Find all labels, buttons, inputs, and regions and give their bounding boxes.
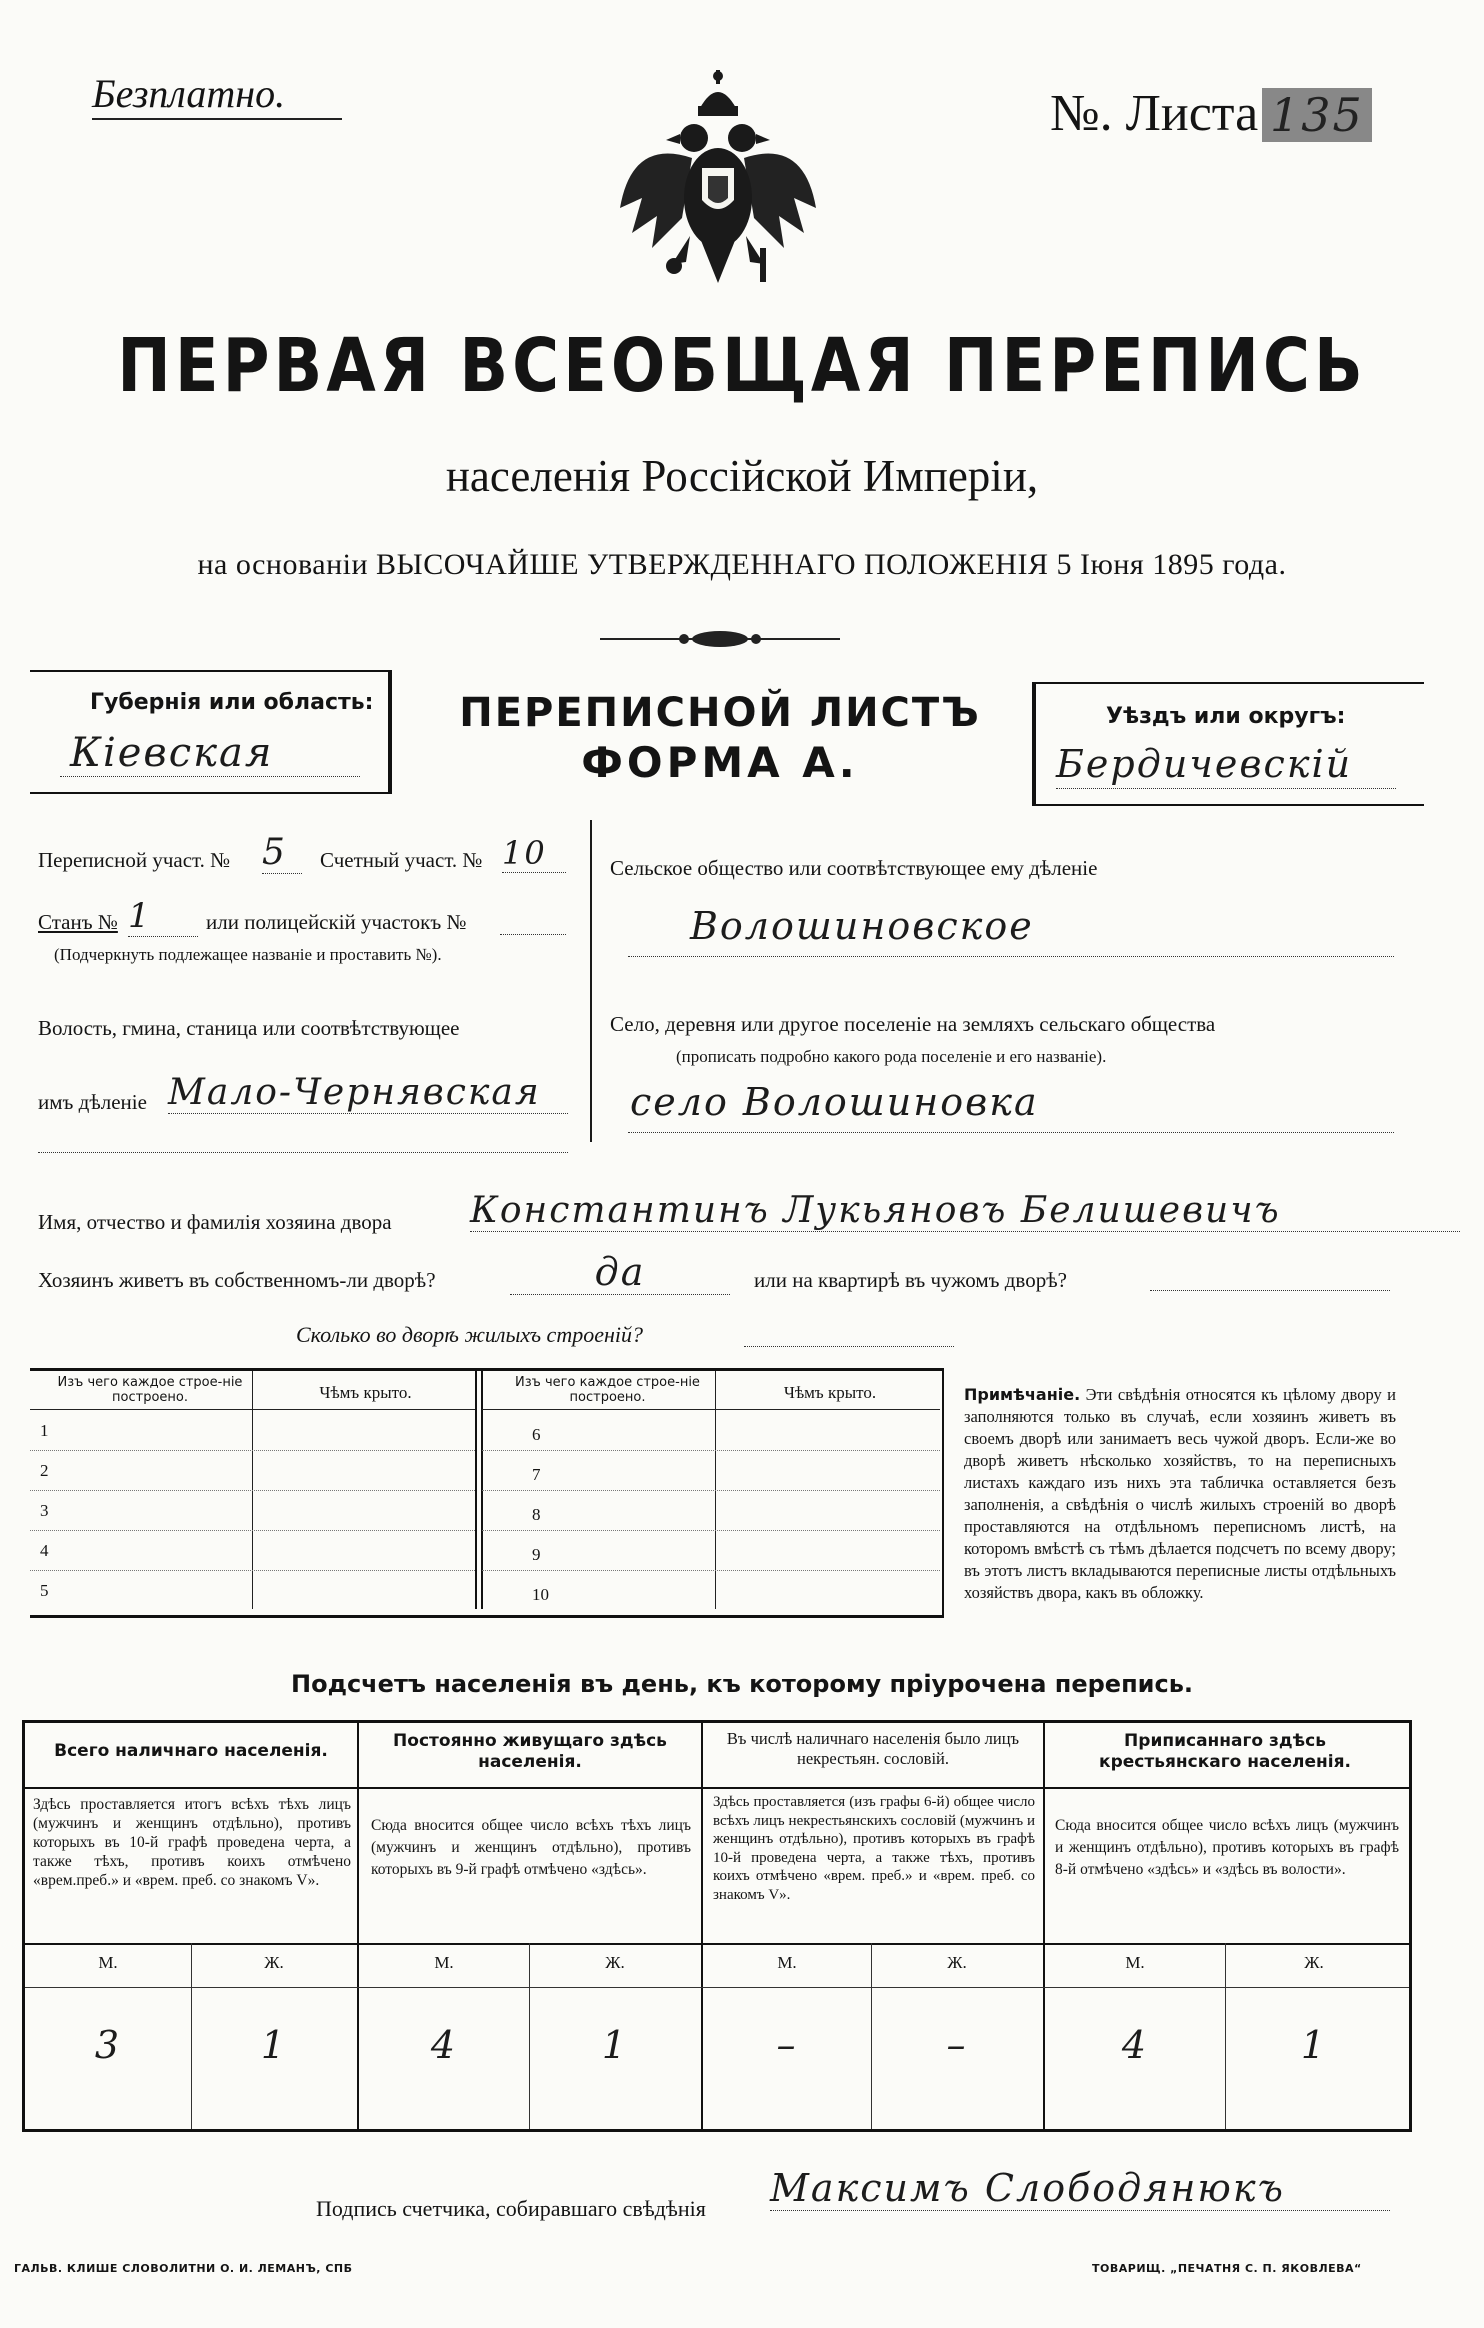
pop-col-head: Постоянно живущаго здѣсь населенія.	[393, 1731, 667, 1772]
society-label: Сельское общество или соотвѣтствующее ему дѣленіе	[610, 856, 1098, 880]
buildings-row: 1	[30, 1411, 475, 1451]
pop-m-label: М.	[777, 1953, 797, 1972]
village-note: (прописать подробно какого рода поселеніе и его названіе).	[676, 1047, 1107, 1066]
buildings-col-roof-2: Чѣмъ крыто.	[783, 1383, 877, 1402]
pop-col-desc: Здѣсь проставляется (изъ графы 6-й) общее число всѣхъ лицъ некрестьянскихъ сословій (мужчинъ и женщинъ отдѣльно), противъ которыхъ въ графѣ 10-й проведена черта, а также тѣхъ, противъ коихъ отмѣчено «врем. преб.» и «врем. преб. со знакомъ V».	[713, 1794, 1035, 1903]
free-label: Безплатно.	[92, 71, 286, 116]
buildings-row: 5	[40, 1581, 49, 1600]
form-title: ПЕРЕПИСНОЙ ЛИСТЪ	[459, 690, 981, 736]
signature-label: Подпись счетчика, собиравшаго свѣдѣнія	[316, 2196, 706, 2221]
pop-f-label: Ж.	[1304, 1953, 1324, 1972]
footer-printer-left: ГАЛЬВ. КЛИШЕ СЛОВОЛИТНИ О. И. ЛЕМАНЪ, СПБ	[14, 2262, 353, 2275]
stan-value[interactable]: 1	[128, 896, 198, 937]
pop-resident-m[interactable]: 4	[430, 2023, 458, 2067]
buildings-row: 8	[482, 1491, 940, 1531]
pop-m-label: М.	[98, 1953, 118, 1972]
footer-printer-right: ТОВАРИЩ. „ПЕЧАТНЯ С. П. ЯКОВЛЕВА“	[1092, 2262, 1362, 2275]
buildings-col-roof: Чѣмъ крыто.	[319, 1383, 412, 1402]
census-area-label: Переписной участ. №	[38, 848, 231, 872]
rent-field[interactable]	[1150, 1290, 1390, 1291]
pop-total-m[interactable]: 3	[94, 2023, 122, 2067]
pop-col-desc: Сюда вносится общее число всѣхъ тѣхъ лицъ (мужчинъ и женщинъ отдѣльно), противъ которыхъ въ 9-й графѣ отмѣчено «здѣсь».	[371, 1817, 691, 1878]
buildings-col-built: Изъ чего каждое строе-ніе построено.	[57, 1375, 243, 1405]
note-block	[964, 1384, 1396, 1604]
village-label: Село, деревня или другое поселеніе на земляхъ сельскаго общества	[610, 1012, 1216, 1036]
rent-label: или на квартирѣ въ чужомъ дворѣ?	[754, 1268, 1067, 1292]
owner-name[interactable]: Константинъ Лукьяновъ Белишевичъ	[470, 1190, 1460, 1232]
pop-m-label: М.	[1125, 1953, 1145, 1972]
pop-col-head: Приписаннаго здѣсь крестьянскаго населенія.	[1099, 1731, 1351, 1772]
police-label: или полицейскій участокъ №	[206, 910, 467, 934]
province-label: Губернія или область:	[90, 690, 374, 715]
count-area-value[interactable]: 10	[502, 834, 566, 873]
buildings-row: 9	[482, 1531, 940, 1571]
pop-m-label: М.	[434, 1953, 454, 1972]
province-box	[30, 670, 392, 794]
buildings-table	[30, 1368, 944, 1618]
pop-col-desc: Здѣсь проставляется итогъ всѣхъ тѣхъ лицъ (мужчинъ и женщинъ отдѣльно), противъ которыхъ въ 10-й графѣ проведена черта, а также тѣхъ, противъ коихъ отмѣчено «врем.преб.» и «врем. преб. со знакомъ V».	[33, 1796, 351, 1889]
volost-label: Волость, гмина, станица или соотвѣтствующее	[38, 1016, 460, 1040]
buildings-row: 10	[532, 1585, 549, 1604]
buildings-col-built-2: Изъ чего каждое строе-ніе построено.	[515, 1375, 700, 1405]
free-label-underline	[92, 118, 342, 120]
society-value[interactable]: Волошиновское	[690, 904, 1034, 948]
underline-note: (Подчеркнуть подлежащее названіе и проставить №).	[54, 945, 442, 964]
pop-nonpeasant-f[interactable]: –	[946, 2023, 968, 2067]
pop-f-label: Ж.	[605, 1953, 625, 1972]
population-table	[22, 1720, 1412, 2132]
form-letter: ФОРМА А.	[581, 738, 859, 787]
pop-col-desc: Сюда вносится общее число всѣхъ лицъ (мужчинъ и женщинъ отдѣльно), противъ которыхъ въ графѣ 8-й отмѣчено «здѣсь» и «здѣсь въ волости».	[1055, 1817, 1399, 1878]
own-yard-label: Хозяинъ живетъ въ собственномъ-ли дворѣ?	[38, 1268, 436, 1292]
district-label: Уѣздъ или округъ:	[1106, 704, 1346, 729]
buildings-count-field[interactable]	[744, 1346, 954, 1347]
pop-total-f[interactable]: 1	[260, 2023, 288, 2067]
pop-registered-f[interactable]: 1	[1300, 2023, 1328, 2067]
census-area-value[interactable]: 5	[262, 832, 302, 874]
buildings-row: 4	[30, 1531, 475, 1571]
page-subtitle: населенія Россійской Имперіи,	[445, 451, 1039, 501]
village-value[interactable]: село Волошиновка	[630, 1080, 1039, 1124]
buildings-row: 7	[482, 1451, 940, 1491]
district-value[interactable]: Бердичевскiй	[1056, 742, 1353, 786]
note-text: Эти свѣдѣнія относятся къ цѣлому двору и заполняются только въ случаѣ, если хозяинъ живетъ въ своемъ дворѣ или занимаетъ весь чужой дворъ. Если-же во дворѣ живетъ нѣсколько хозяйствъ, то на переписныхъ листахъ каждаго изъ нихъ эта табличка оставляется безъ заполненія, а свѣдѣнія о числѣ жилыхъ строеній во дворѣ проставляются на отдѣльномъ переписномъ листѣ, на которомъ вмѣстѣ съ тѣмъ дѣлается подсчетъ по всему двору; въ этотъ листъ вкладываются переписные листы отдѣльныхъ хозяйствъ двора, какъ въ обложку.	[964, 1385, 1396, 1602]
owner-label: Имя, отчество и фамилія хозяина двора	[38, 1210, 392, 1234]
buildings-row: 2	[30, 1451, 475, 1491]
signature-value[interactable]: Максимъ Слободянюкъ	[770, 2166, 1390, 2211]
coat-of-arms-emblem	[612, 68, 824, 298]
volost-value[interactable]: Мало-Чернявская	[168, 1072, 568, 1114]
pop-registered-m[interactable]: 4	[1121, 2023, 1149, 2067]
page-title: ПЕРВАЯ ВСЕОБЩАЯ ПЕРЕПИСЬ	[117, 324, 1367, 410]
pop-col-head: Всего наличнаго населенія.	[54, 1741, 328, 1761]
district-box	[1032, 682, 1424, 806]
volost-label-2: имъ дѣленіе	[38, 1090, 147, 1114]
fields-divider	[590, 820, 592, 1142]
stan-label: Станъ №	[38, 910, 118, 934]
pop-resident-f[interactable]: 1	[601, 2023, 629, 2067]
pop-col-head: Въ числѣ наличнаго населенія было лицъ некрестьян. сословій.	[726, 1729, 1020, 1768]
own-yard-value[interactable]: да	[510, 1250, 730, 1295]
province-value[interactable]: Кiевская	[70, 730, 274, 776]
pop-nonpeasant-m[interactable]: –	[776, 2023, 798, 2067]
police-field[interactable]	[500, 934, 566, 935]
pop-f-label: Ж.	[264, 1953, 284, 1972]
sheet-number-label: №. Листа	[1050, 85, 1259, 142]
legal-basis: на основаніи ВЫСОЧАЙШЕ УТВЕРЖДЕННАГО ПОЛОЖЕНІЯ 5 Іюня 1895 года.	[197, 548, 1287, 581]
population-title: Подсчетъ населенія въ день, къ которому пріурочена перепись.	[291, 1670, 1193, 1698]
buildings-label: Сколько во дворѣ жилыхъ строеній?	[296, 1322, 643, 1347]
ornament-divider	[600, 628, 840, 654]
buildings-row: 3	[30, 1491, 475, 1531]
count-area-label: Счетный участ. №	[320, 848, 483, 872]
note-head: Примѣчаніе.	[964, 1385, 1081, 1404]
sheet-number-value: 135	[1262, 88, 1372, 142]
pop-f-label: Ж.	[947, 1953, 967, 1972]
buildings-row: 6	[482, 1411, 940, 1451]
